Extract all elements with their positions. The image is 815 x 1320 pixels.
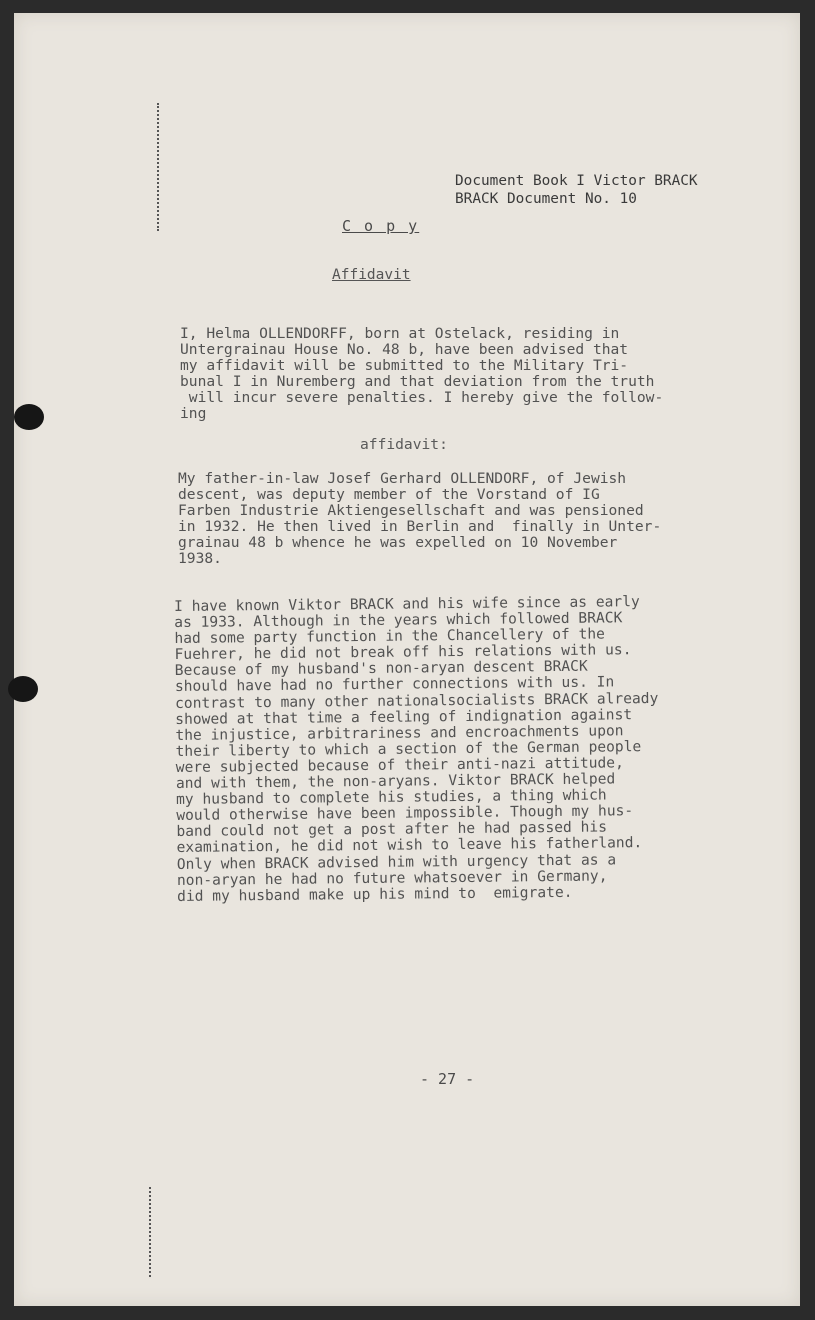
paragraph-father-in-law: My father-in-law Josef Gerhard OLLENDORF, of Jewish descent, was deputy member of the Vorstand of IG Farben Industrie Aktiengesellschaft and was pensioned in 1932. He then lived in Berlin and finally in Unter- grainau 48 b whence he was expelled on 10 November 1938. (178, 470, 662, 568)
paragraph-brack: I have known Viktor BRACK and his wife since as early as 1933. Although in the years which followed BRACK had some party function in the Chancellery of the Fuehrer, he did not break off his relations with us. Because of my husband's non-aryan descent BRACK should have had no further connections with us. In contrast to many other nationalsocialists BRACK already showed at that time a feeling of indignation against the injustice, arbitrariness and encroachments upon their liberty to which a section of the German people were subjected because of their anti-nazi attitude, and with them, the non-aryans. Viktor BRACK helped my husband to complete his studies, a thing which would otherwise have been impossible. Though my hus- band could not get a post after he had passed his examination, he did not wish to leave his fatherland. Only when BRACK advised him with urgency that as a non-aryan he had no future whatsoever in Germany, did my husband make up his mind to emigrate. (173, 593, 659, 905)
document-title: Affidavit (332, 267, 411, 283)
header-line-2: BRACK Document No. 10 (455, 191, 637, 207)
affidavit-sub-heading: affidavit: (360, 436, 448, 453)
header-line-1: Document Book I Victor BRACK (455, 173, 698, 189)
paragraph-intro: I, Helma OLLENDORFF, born at Ostelack, residing in Untergrainau House No. 48 b, have been advised that my affidavit will be submitted to the Military Tri- bunal I in Nuremberg and that deviation from the truth will incur severe penalties. I hereby give the follow- ing (180, 325, 664, 423)
margin-marks-top (157, 103, 161, 231)
document-page (14, 13, 800, 1306)
copy-label: C o p y (342, 217, 420, 235)
page-number: - 27 - (420, 1070, 475, 1088)
margin-marks-bottom (149, 1187, 153, 1277)
punch-hole-top (14, 404, 44, 430)
document-header (455, 172, 698, 208)
punch-hole-bottom (8, 676, 38, 702)
